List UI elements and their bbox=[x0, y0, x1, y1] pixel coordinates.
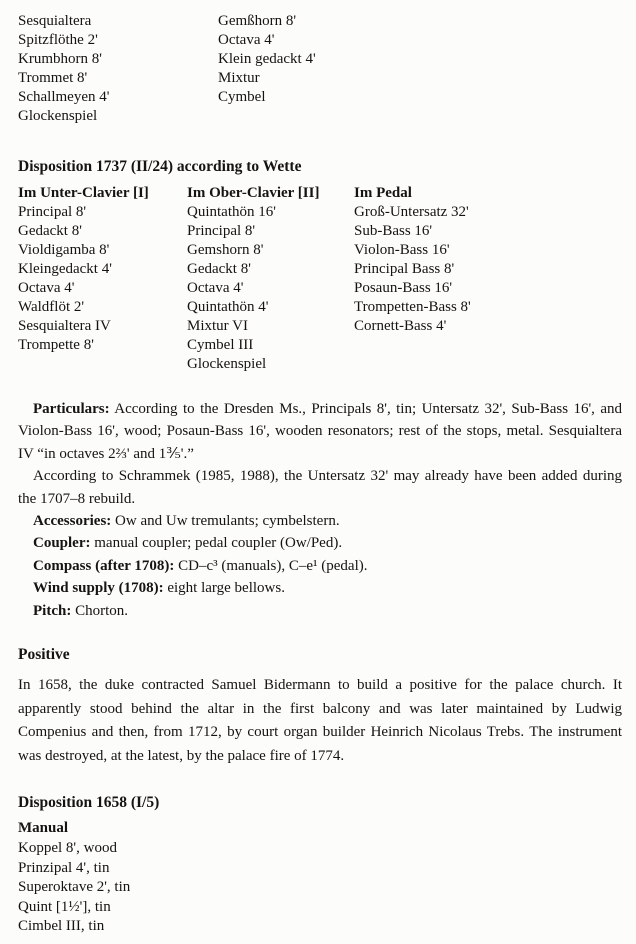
pedal-column bbox=[354, 184, 622, 374]
stop-list-item: Glockenspiel bbox=[187, 356, 267, 372]
manual-division-header: Manual bbox=[18, 820, 69, 837]
stop-list-item: Cymbel bbox=[218, 89, 266, 105]
stop-list-item: Cornett-Bass 4' bbox=[354, 318, 447, 334]
stop-list-item: Trompette 8' bbox=[18, 337, 94, 353]
stop-list-item: Cymbel III bbox=[187, 337, 254, 353]
stop-list-item: Glockenspiel bbox=[18, 108, 98, 124]
stop-list-item: Octava 4' bbox=[18, 280, 75, 296]
wind-supply-text: eight large bellows. bbox=[163, 580, 285, 597]
stop-list-item: Gedackt 8' bbox=[187, 261, 251, 277]
stop-list-item: Principal 8' bbox=[18, 204, 87, 220]
disposition-1737-heading: Disposition 1737 (II/24) according to Wette bbox=[18, 158, 302, 175]
particulars-paragraph bbox=[18, 398, 622, 465]
accessories-text: Ow and Uw tremulants; cymbelstern. bbox=[111, 513, 340, 530]
particulars-text: According to the Dresden Ms., Principals 8', tin; Untersatz 32', Sub-Bass 16', and Violon-Bass 16', wood; Posaun-Bass 16', wooden resonators; rest of the stops, metal. Sesquialtera IV “in octaves 2⅔' and 1⅗'.” bbox=[18, 401, 622, 462]
stop-list-item: Quintathön 4' bbox=[187, 299, 269, 315]
stop-list-item: Cimbel III, tin bbox=[18, 918, 105, 935]
notes-section bbox=[18, 398, 622, 622]
stop-list-item: Groß-Untersatz 32' bbox=[354, 204, 469, 220]
division-header: Im Ober-Clavier [II] bbox=[187, 185, 320, 201]
pitch-label: Pitch: bbox=[33, 602, 72, 619]
stop-list-item: Sesquialtera IV bbox=[18, 318, 111, 334]
stop-list-item: Gemshorn 8' bbox=[187, 242, 264, 258]
stop-list-item: Prinzipal 4', tin bbox=[18, 859, 110, 876]
stop-list-item: Mixtur VI bbox=[187, 318, 248, 334]
accessories-label: Accessories: bbox=[33, 513, 112, 530]
division-stop-list bbox=[18, 203, 187, 355]
stop-list-item: Sub-Bass 16' bbox=[354, 223, 433, 239]
coupler-line bbox=[18, 532, 622, 554]
stop-list-item: Trompetten-Bass 8' bbox=[354, 299, 471, 315]
schrammek-paragraph bbox=[18, 465, 622, 510]
stop-list-item: Mixtur bbox=[218, 70, 260, 86]
stop-list-item: Octava 4' bbox=[218, 32, 275, 48]
stop-list-item: Spitzflöthe 2' bbox=[18, 32, 98, 48]
wind-supply-line bbox=[18, 577, 622, 599]
stop-list-item: Octava 4' bbox=[187, 280, 244, 296]
division-stop-list bbox=[354, 203, 622, 336]
previous-disposition-continuation bbox=[18, 12, 622, 126]
accessories-line bbox=[18, 510, 622, 532]
stop-list-item: Gemßhorn 8' bbox=[218, 13, 297, 29]
stop-list-item: Principal Bass 8' bbox=[354, 261, 455, 277]
compass-line bbox=[18, 555, 622, 577]
disposition-1658-heading: Disposition 1658 (I/5) bbox=[18, 794, 160, 812]
stop-list-item: Waldflöt 2' bbox=[18, 299, 85, 315]
stop-list-column-left bbox=[18, 12, 218, 126]
stop-list-item: Posaun-Bass 16' bbox=[354, 280, 453, 296]
stop-list-item: Superoktave 2', tin bbox=[18, 879, 131, 896]
compass-text: CD–c³ (manuals), C–e¹ (pedal). bbox=[174, 557, 368, 574]
stop-list-item: Violon-Bass 16' bbox=[354, 242, 450, 258]
compass-label: Compass (after 1708): bbox=[33, 557, 175, 574]
stop-list-item: Klein gedackt 4' bbox=[218, 51, 316, 67]
disposition-1737-table bbox=[18, 184, 622, 374]
stop-list-item: Trommet 8' bbox=[18, 70, 88, 86]
positive-heading: Positive bbox=[18, 646, 70, 664]
division-stop-list bbox=[187, 203, 354, 374]
stop-list-column-right bbox=[218, 12, 622, 126]
pitch-line bbox=[18, 600, 622, 622]
pitch-text: Chorton. bbox=[71, 602, 128, 619]
particulars-label: Particulars: bbox=[33, 401, 110, 417]
schrammek-text: According to Schrammek (1985, 1988), the Untersatz 32' may already have been added during the 1707–8 rebuild. bbox=[18, 468, 622, 507]
unter-clavier-column bbox=[18, 184, 187, 374]
stop-list-item: Violdigamba 8' bbox=[18, 242, 110, 258]
manual-stop-list bbox=[18, 839, 622, 937]
stop-list-item: Schallmeyen 4' bbox=[18, 89, 110, 105]
stop-list-item: Gedackt 8' bbox=[18, 223, 82, 239]
stop-list-item: Krumbhorn 8' bbox=[18, 51, 102, 67]
coupler-label: Coupler: bbox=[33, 535, 91, 552]
wind-supply-label: Wind supply (1708): bbox=[33, 580, 164, 597]
stop-list-item: Koppel 8', wood bbox=[18, 840, 117, 857]
division-header: Im Unter-Clavier [I] bbox=[18, 185, 149, 201]
coupler-text: manual coupler; pedal coupler (Ow/Ped). bbox=[90, 535, 343, 552]
stop-list-item: Sesquialtera bbox=[18, 13, 92, 29]
stop-list-item: Quint [1½'], tin bbox=[18, 898, 111, 915]
stop-list-item: Principal 8' bbox=[187, 223, 256, 239]
stop-list-item: Quintathön 16' bbox=[187, 204, 276, 220]
stop-list-item: Kleingedackt 4' bbox=[18, 261, 112, 277]
division-header: Im Pedal bbox=[354, 185, 412, 201]
ober-clavier-column bbox=[187, 184, 354, 374]
positive-paragraph: In 1658, the duke contracted Samuel Bidermann to build a positive for the palace church. It apparently stood behind the altar in the first balcony and was later maintained by Ludwig Compenius and then, from 1712, by court organ builder Heinrich Nicolaus Trebs. The instrument was destroyed, at the latest, by the palace fire of 1774. bbox=[18, 677, 622, 764]
